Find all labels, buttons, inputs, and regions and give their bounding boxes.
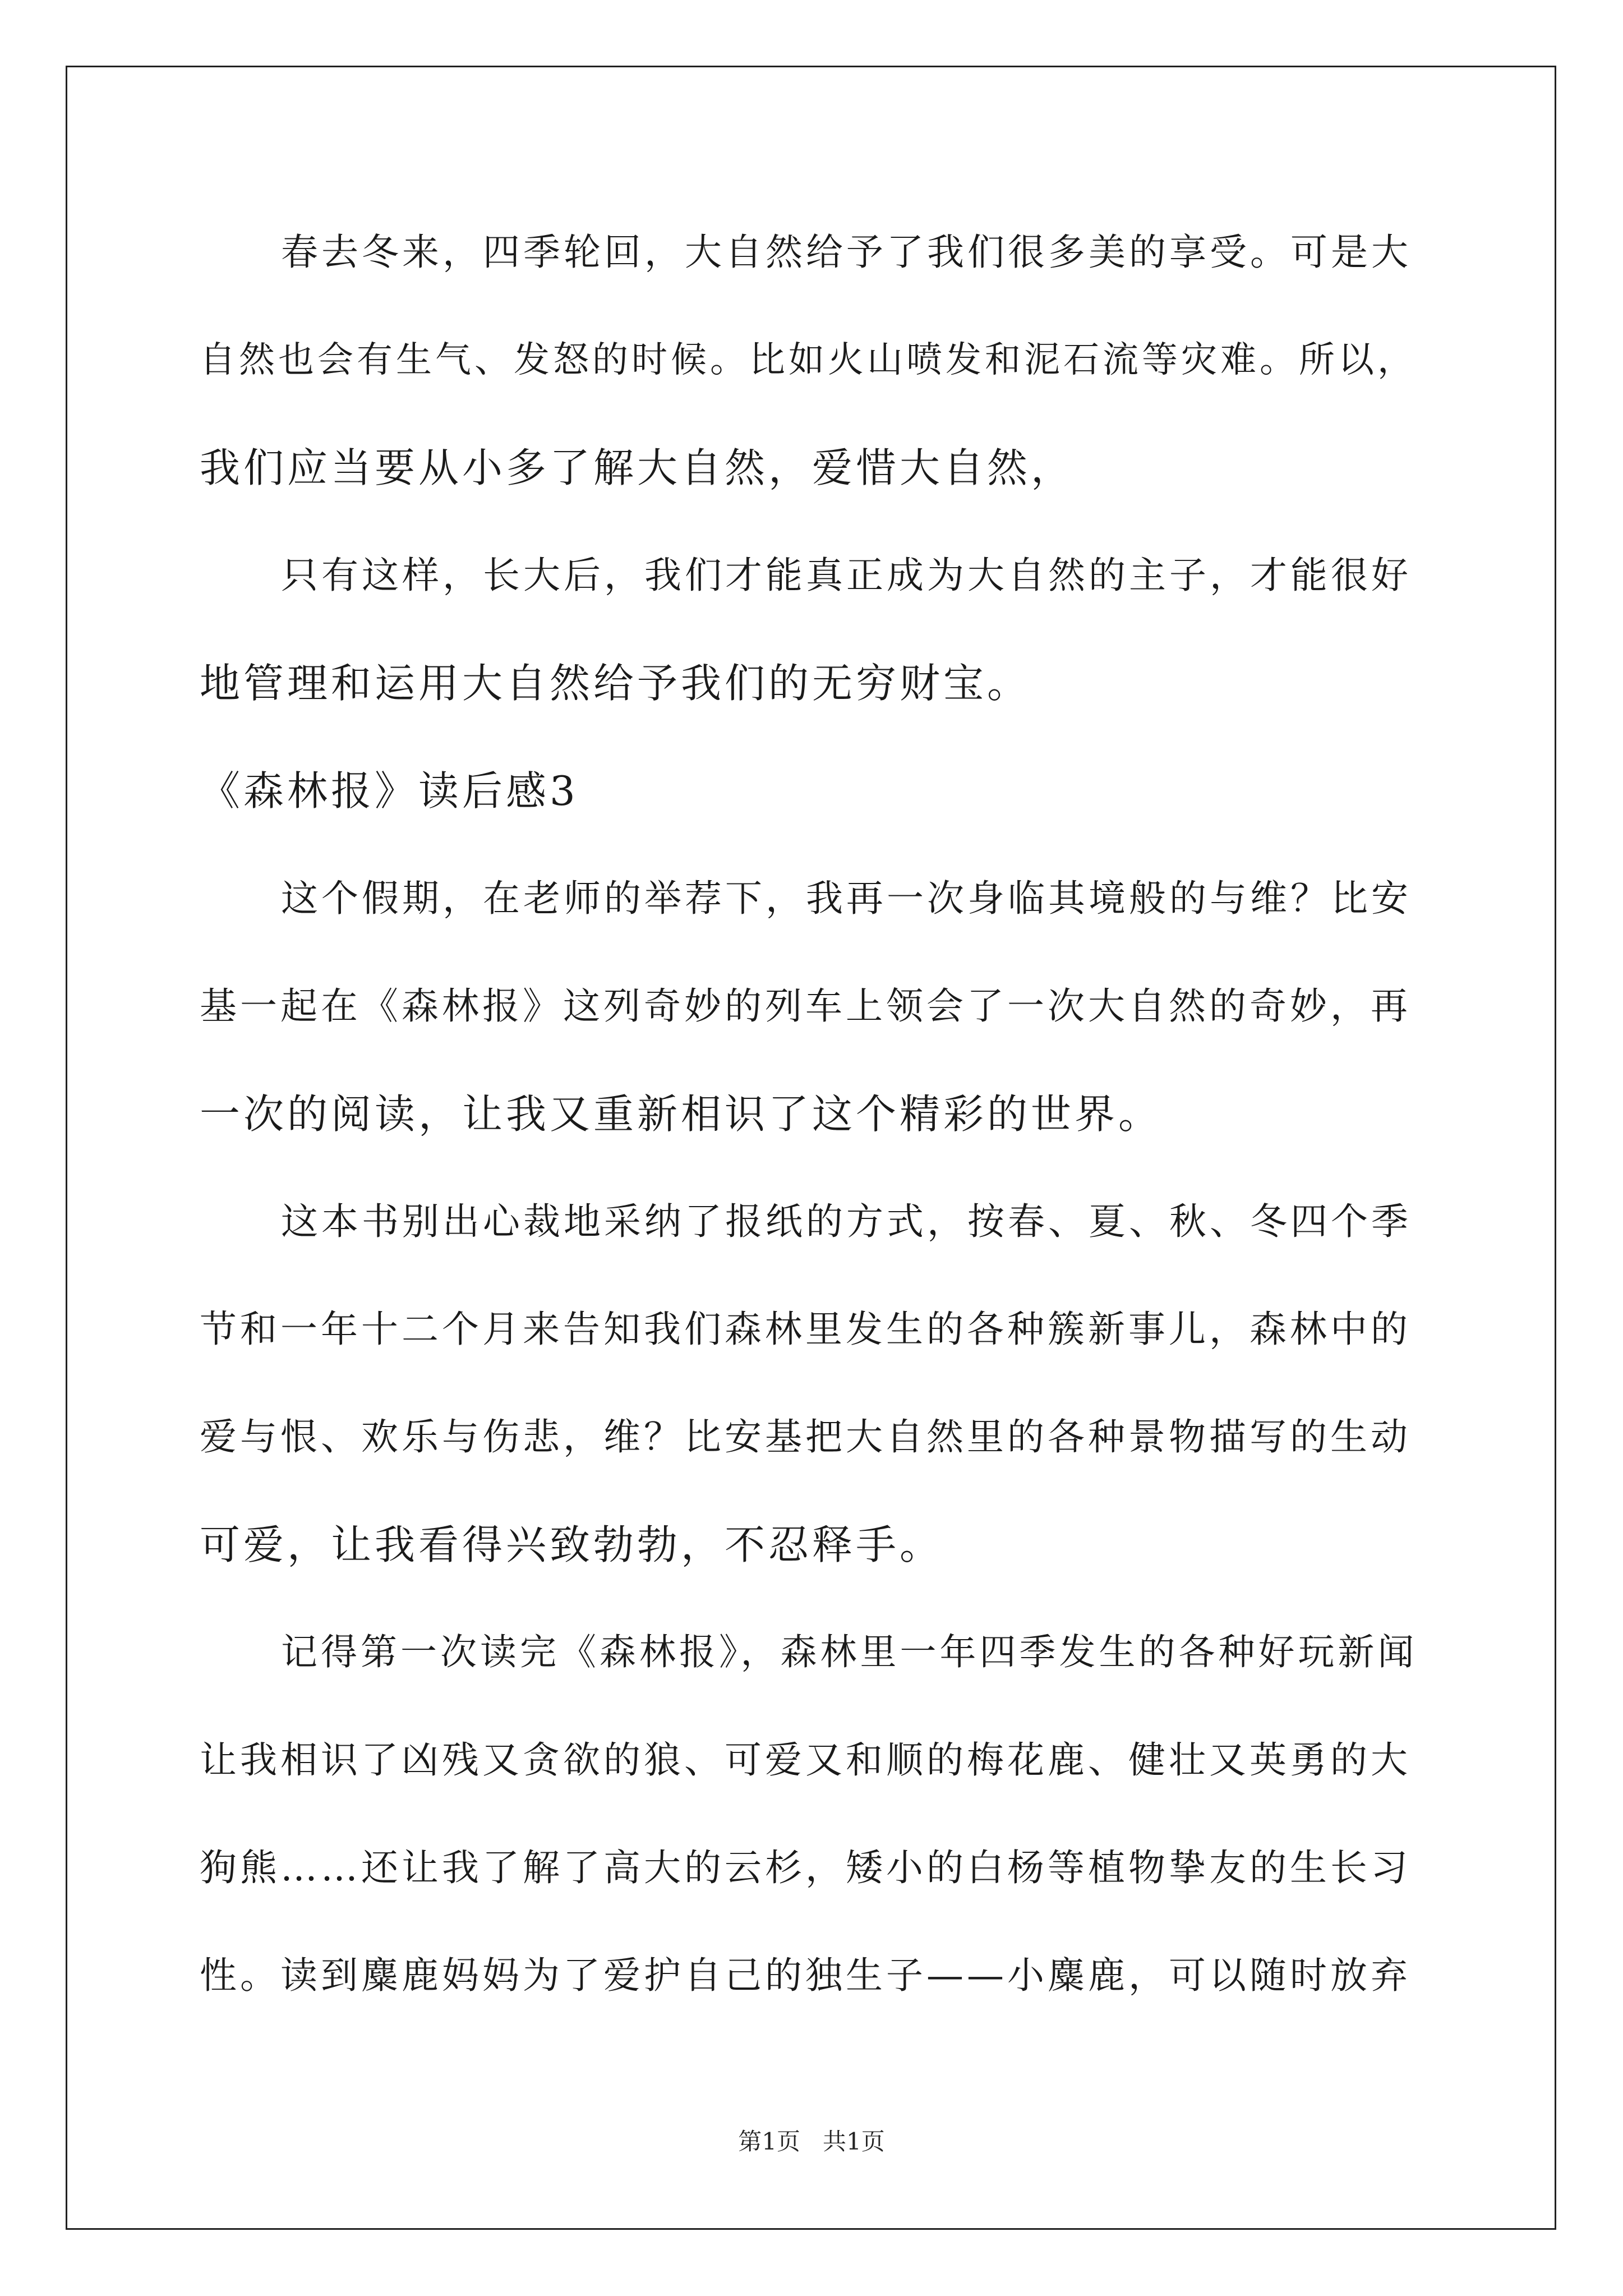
page-total: 共1页 xyxy=(823,2128,885,2155)
text-line: 这本书别出心裁地采纳了报纸的方式，按春、夏、秋、冬四个季 xyxy=(281,1200,1412,1243)
text-line: 记得第一次读完《森林报》，森林里一年四季发生的各种好玩新闻 xyxy=(281,1631,1418,1673)
text-line: 基一起在《森林报》这列奇妙的列车上领会了一次大自然的奇妙，再 xyxy=(200,984,1411,1028)
page-footer xyxy=(0,2125,1623,2159)
section-heading: 《森林报》读后感3 xyxy=(200,767,579,815)
text-line: 让我相识了凶残又贪欲的狼、可爱又和顺的梅花鹿、健壮又英勇的大 xyxy=(200,1738,1411,1782)
text-line: 可爱，让我看得兴致勃勃，不忍释手。 xyxy=(200,1521,944,1568)
text-line: 地管理和运用大自然给予我们的无穷财宝。 xyxy=(200,660,1031,707)
page-number: 第1页 xyxy=(738,2128,800,2155)
text-line: 我们应当要从小多了解大自然，爱惜大自然， xyxy=(200,444,1075,491)
text-line: 节和一年十二个月来告知我们森林里发生的各种簇新事儿，森林中的 xyxy=(200,1308,1411,1351)
text-line: 自然也会有生气、发怒的时候。比如火山喷发和泥石流等灾难。所以， xyxy=(200,339,1417,381)
text-line: 春去冬来，四季轮回，大自然给予了我们很多美的享受。可是大 xyxy=(281,231,1412,274)
text-line: 性。读到麋鹿妈妈为了爱护自己的独生子——小麋鹿，可以随时放弃 xyxy=(200,1954,1411,1997)
text-line: 一次的阅读，让我又重新相识了这个精彩的世界。 xyxy=(200,1091,1163,1138)
text-line: 这个假期，在老师的举荐下，我再一次身临其境般的与维？比安 xyxy=(281,877,1412,920)
text-line: 爱与恨、欢乐与伤悲，维？比安基把大自然里的各种景物描写的生动 xyxy=(200,1415,1411,1458)
text-line: 狗熊……还让我了解了高大的云杉，矮小的白杨等植物挚友的生长习 xyxy=(200,1846,1411,1889)
document-body xyxy=(200,219,1427,2050)
text-line: 只有这样，长大后，我们才能真正成为大自然的主子，才能很好 xyxy=(281,554,1412,597)
